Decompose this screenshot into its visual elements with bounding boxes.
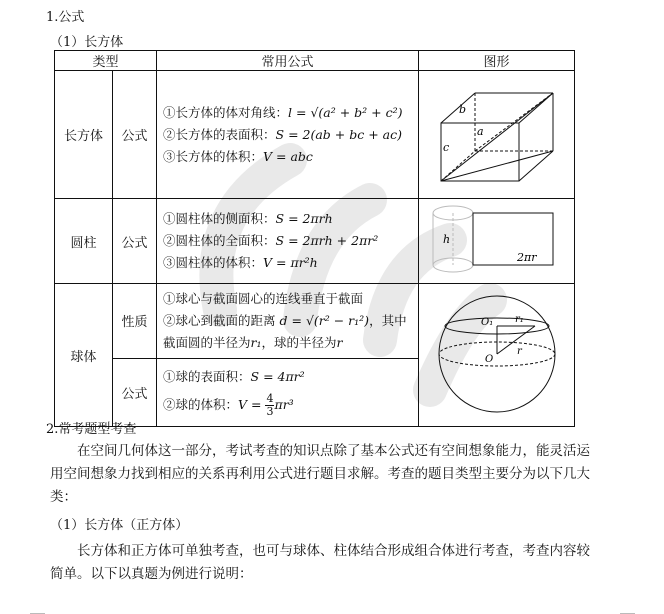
header-formula: 常用公式 — [157, 51, 419, 71]
svg-text:c: c — [443, 141, 450, 154]
svg-text:r₁: r₁ — [515, 314, 524, 325]
row-label-cuboid: 公式 — [113, 71, 157, 199]
svg-text:a: a — [477, 125, 484, 138]
cuboid-formulas: ①长方体的体对角线：l = √(a² + b² + c²) ②长方体的表面积：S = 2(ab + bc + ac) ③长方体的体积：V = abc — [157, 71, 419, 199]
header-figure: 图形 — [419, 51, 575, 71]
svg-text:h: h — [443, 233, 451, 246]
section-heading-1: 1.公式 — [46, 10, 85, 25]
row-label-sphere-formula: 公式 — [113, 358, 157, 426]
sphere-figure — [419, 284, 575, 427]
row-label-cylinder: 公式 — [113, 199, 157, 284]
sphere-distance-math: d = √(r² − r₁²) — [279, 312, 370, 328]
sphere-volume-fraction: $\frac{4}{3}$ — [266, 392, 274, 419]
sphere-area-math: S = 4πr² — [250, 369, 305, 385]
row-type-cuboid: 长方体 — [55, 71, 113, 199]
cylinder-volume-math: V = πr²h — [263, 255, 318, 270]
cylinder-lateral-math: S = 2πrh — [275, 211, 333, 226]
subsection-heading-cuboid-cube: （1）长方体（正方体） — [50, 518, 189, 533]
cuboid-figure — [419, 71, 575, 199]
header-type: 类型 — [55, 51, 157, 71]
section-heading-2: 2.常考题型考查 — [46, 422, 137, 437]
cuboid-volume-math: V = abc — [263, 148, 313, 164]
cylinder-formulas: ①圆柱体的侧面积：S = 2πrh ②圆柱体的全面积：S = 2πrh + 2πr² ③圆柱体的体积：V = πr²h — [157, 199, 419, 284]
sphere-formulas: ①球的表面积：S = 4πr² ②球的体积：V = $\frac{4}{3}$ πr³ — [157, 358, 419, 426]
cylinder-figure — [419, 199, 575, 284]
cuboid-diagonal-math: l = √(a² + b² + c²) — [288, 104, 403, 120]
cuboid-area-math: S = 2(ab + bc + ac) — [275, 126, 402, 142]
paragraph-1: 在空间几何体这一部分，考试考查的知识点除了基本公式还有空间想象能力，能灵活运用空间想象力找到相应的关系再利用公式进行题目求解。考查的题目类型主要分为以下几大类： — [50, 443, 590, 505]
svg-text:r: r — [517, 346, 522, 357]
svg-text:O: O — [485, 354, 494, 365]
svg-text:O₁: O₁ — [481, 317, 494, 328]
svg-text:2πr: 2πr — [517, 251, 537, 264]
subsection-heading-cuboid: （1）长方体 — [50, 35, 124, 50]
cylinder-total-math: S = 2πrh + 2πr² — [275, 233, 379, 248]
row-type-sphere: 球体 — [55, 284, 113, 427]
svg-text:b: b — [459, 103, 467, 116]
formula-table — [54, 50, 575, 427]
row-label-sphere-prop: 性质 — [113, 284, 157, 359]
sphere-properties: ①球心与截面圆心的连线垂直于截面 ②球心到截面的距离 d = √(r² − r₁²)，其中 截面圆的半径为r₁，球的半径为r — [157, 284, 419, 359]
row-type-cylinder: 圆柱 — [55, 199, 113, 284]
paragraph-2: 长方体和正方体可单独考查，也可与球体、柱体结合形成组合体进行考查，考查内容较简单。以下以真题为例进行说明： — [50, 543, 590, 582]
